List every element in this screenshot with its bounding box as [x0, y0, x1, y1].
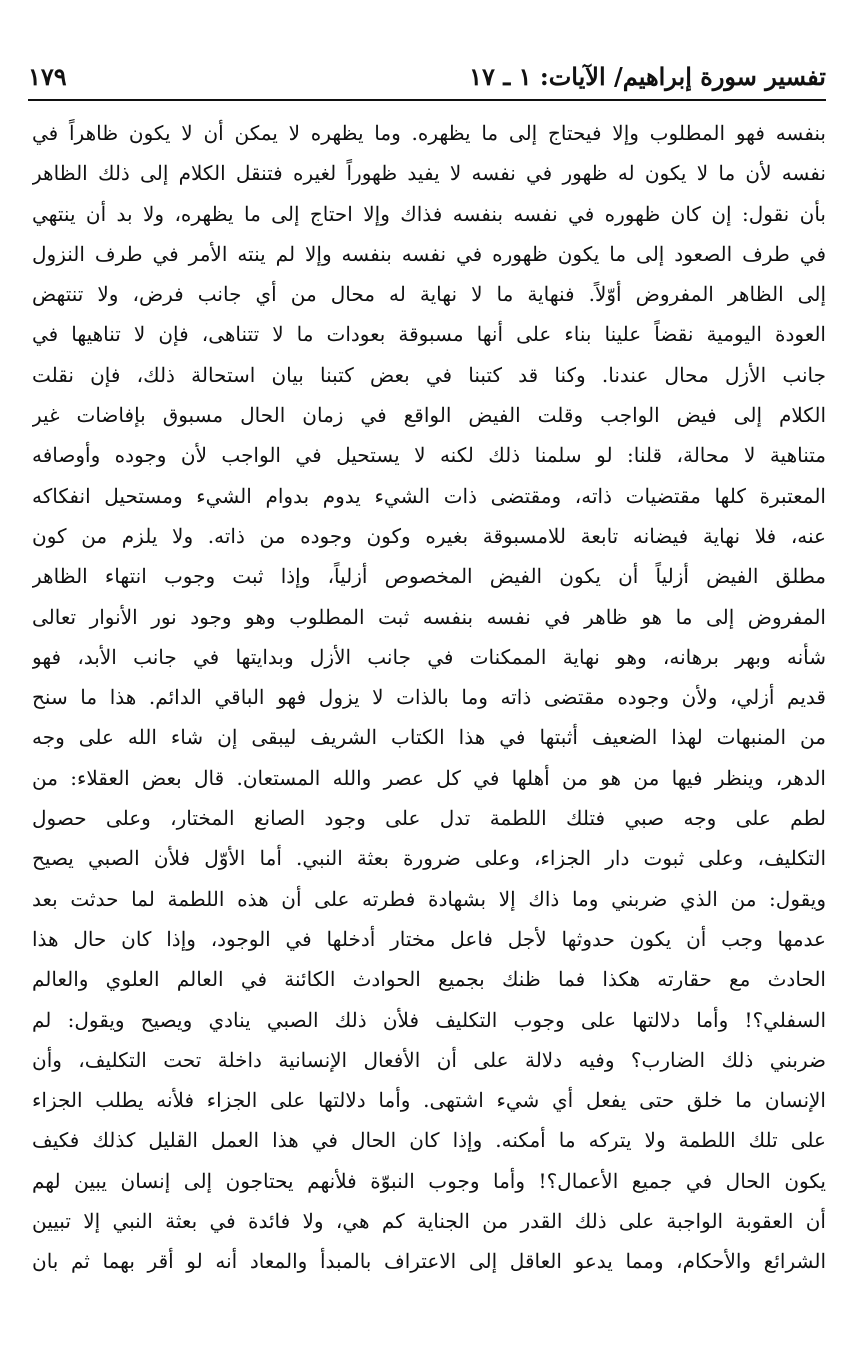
- running-header: [28, 58, 826, 98]
- text-line: الحادث مع حقارته هكذا فما ظنك بجميع الحوادث الكائنة في العالم العلوي والعالم: [32, 967, 826, 992]
- text-line: مطلق الفيض أزلياً أن يكون الفيض المخصوص أزلياً، وإذا ثبت وجوب انتهاء الظاهر: [32, 564, 826, 589]
- text-line: الشرائع والأحكام، ومما يدعو العاقل إلى الاعتراف بالمبدأ والمعاد أنه لو أقر بهما ثم بان: [32, 1249, 826, 1274]
- page-number: ١٧٩: [28, 62, 67, 91]
- text-line: ضربني ذلك الضارب؟ وفيه دلالة على أن الأفعال الإنسانية داخلة تحت التكليف، وأن: [32, 1047, 826, 1072]
- text-line: نفسه لأن ما لا يكون له ظهور في نفسه لا يفيد ظهوراً لغيره فتنقل الكلام إلى ذلك الظاهر: [32, 161, 826, 186]
- text-line: يكون الحال في جميع الأعمال؟! وأما وجوب النبوّة فلأنهم يحتاجون إلى إنسان يبين لهم: [32, 1168, 826, 1193]
- text-line: الكلام إلى فيض الواجب وقلت الفيض الواقع في زمان الحال مسبوق بإفاضات غير: [32, 403, 826, 428]
- header-title: تفسير سورة إبراهيم/ الآيات: ١ ـ ١٧: [469, 62, 826, 91]
- text-line: ويقول: من الذي ضربني وما ذاك إلا بشهادة فطرته على أن هذه اللطمة لما حدثت بعد: [32, 886, 826, 911]
- text-line: في طرف الصعود إلى ما يكون ظهوره في نفسه بنفسه وإلا لم ينته الأمر في طرف النزول: [32, 241, 826, 266]
- text-line: السفلي؟! وأما دلالتها على وجوب التكليف فلأن ذلك الصبي ينادي ويصيح ويقول: لم: [32, 1007, 826, 1032]
- text-line: إلى الظاهر المفروض أوّلاً. فنهاية ما لا نهاية له محال من أي جانب فرض، ولا تنتهض: [32, 282, 826, 307]
- body-text: [32, 113, 826, 1282]
- text-line: بنفسه فهو المطلوب وإلا فيحتاج إلى ما يظهره. وما يظهره لا يمكن أن لا يكون ظاهراً في: [32, 121, 826, 145]
- text-line: الدهر، وينظر فيها من هو من أهلها في كل عصر والله المستعان. قال بعض العقلاء: من: [32, 765, 826, 790]
- text-line: الإنسان ما خلق حتى يفعل أي شيء اشتهى. وأما دلالتها على الجزاء فلأنه يطلب الجزاء: [32, 1088, 826, 1113]
- text-line: على تلك اللطمة ولا يتركه ما أمكنه. وإذا كان الحال في هذا العمل القليل كذلك فكيف: [32, 1128, 826, 1153]
- text-line: أن العقوبة الواجبة على ذلك القدر من الجناية كم هي، ولا فائدة في بعثة النبي إلا تبيين: [32, 1209, 826, 1234]
- text-line: بأن نقول: إن كان ظهوره في نفسه بنفسه فذاك وإلا احتاج إلى ما يظهره، ولا بد أن ينتهي: [32, 201, 826, 226]
- text-line: لطم على وجه صبي فتلك اللطمة تدل على وجود الصانع المختار، وعلى حصول: [32, 806, 826, 831]
- header-divider: [28, 99, 826, 101]
- text-line: من المنبهات لهذا الضعيف أثبتها في هذا الكتاب الشريف ليبقى إن شاء الله على وجه: [32, 725, 826, 750]
- text-line: التكليف، وعلى ثبوت دار الجزاء، وعلى ضرورة بعثة النبي. أما الأوّل فلأن الصبي يصيح: [32, 846, 826, 871]
- text-line: جانب الأزل محال عندنا. وكنا قد كتبنا في بعض كتبنا بيان استحالة ذلك، فإن نقلت: [32, 362, 826, 387]
- text-line: متناهية لا محالة، قلنا: لو سلمنا ذلك لكنه لا يستحيل في الواجب لأن وجوده وأوصافه: [32, 443, 826, 468]
- text-line: المعتبرة كلها مقتضيات ذاته، ومقتضى ذات الشيء يدوم بدوام الشيء ومستحيل انفكاكه: [32, 483, 826, 508]
- text-line: عدمها وجب أن يكون حدوثها لأجل فاعل مختار أدخلها في الوجود، وإذا كان حال هذا: [32, 926, 826, 951]
- text-line: المفروض إلى ما هو ظاهر في نفسه بنفسه ثبت المطلوب وهو وجود نور الأنوار تعالى: [32, 604, 826, 629]
- text-line: قديم أزلي، ولأن وجوده مقتضى ذاته وما بالذات لا يزول فهو الباقي الدائم. هذا ما سنح: [32, 685, 826, 710]
- text-line: العودة اليومية نقضاً علينا بناء على أنها مسبوقة بعودات ما لا تتناهى، فإن لا تناهيها في: [32, 322, 826, 347]
- text-line: شأنه وبهر برهانه، وهو نهاية الممكنات في جانب الأزل وبدايتها في جانب الأبد، فهو: [32, 644, 826, 669]
- text-line: عنه، فلا نهاية فيضانه تابعة للامسبوقة بغيره وكون وجوده من ذاته. ولا يلزم من كون: [32, 523, 826, 548]
